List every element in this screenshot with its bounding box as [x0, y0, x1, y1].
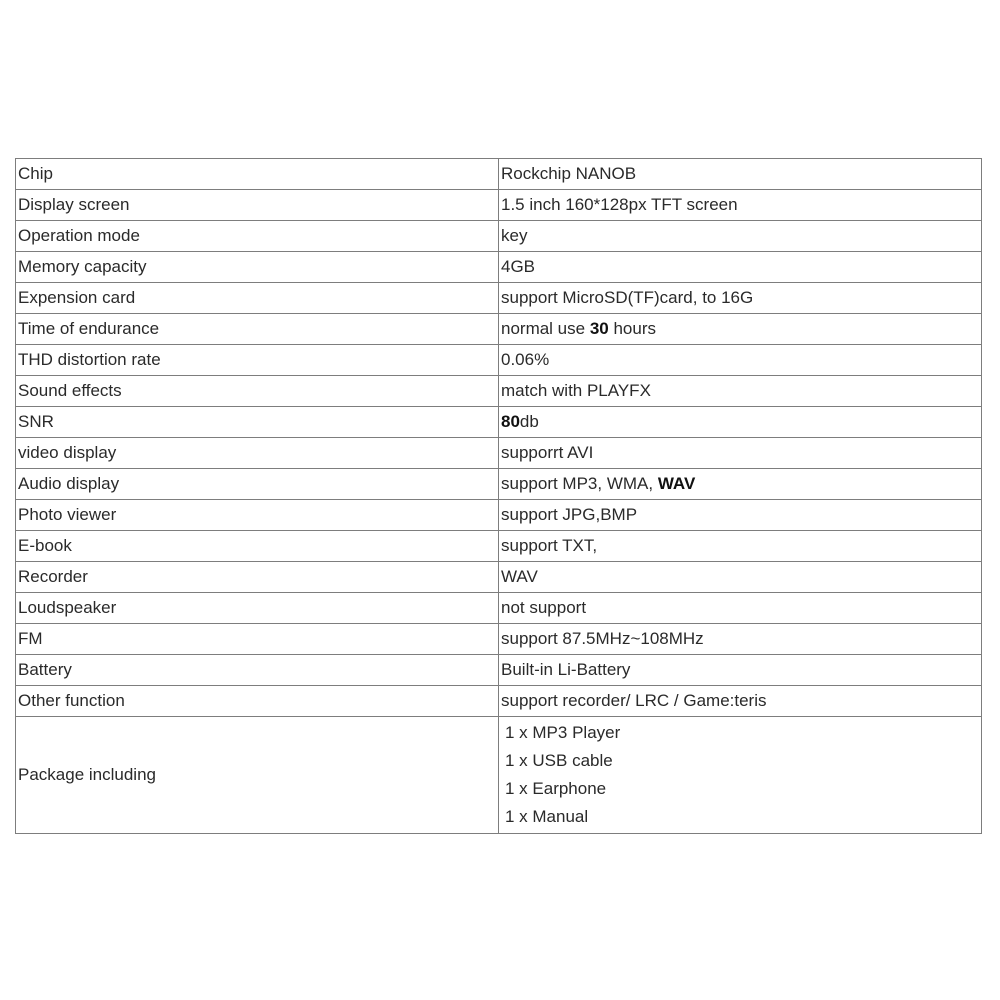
- spec-label-memory-capacity: Memory capacity: [16, 252, 499, 283]
- spec-value-prefix: support MP3, WMA,: [501, 474, 658, 493]
- spec-value-e-book: support TXT,: [499, 531, 982, 562]
- spec-value-time-of-endurance: [499, 314, 982, 345]
- table-row: [16, 717, 982, 834]
- spec-value-recorder: WAV: [499, 562, 982, 593]
- spec-label-display-screen: Display screen: [16, 190, 499, 221]
- spec-label-audio-display: Audio display: [16, 469, 499, 500]
- table-row: [16, 438, 982, 469]
- table-row: [16, 531, 982, 562]
- table-row: [16, 500, 982, 531]
- spec-label-loudspeaker: Loudspeaker: [16, 593, 499, 624]
- spec-value-chip: Rockchip NANOB: [499, 159, 982, 190]
- table-row: [16, 624, 982, 655]
- spec-label-package-including: Package including: [16, 717, 499, 834]
- spec-value-thd-distortion-rate: 0.06%: [499, 345, 982, 376]
- spec-value-prefix: normal use: [501, 319, 590, 338]
- spec-label-other-function: Other function: [16, 686, 499, 717]
- spec-value-sound-effects: match with PLAYFX: [499, 376, 982, 407]
- spec-label-expension-card: Expension card: [16, 283, 499, 314]
- package-item: 1 x USB cable: [505, 751, 613, 770]
- spec-value-video-display: supporrt AVI: [499, 438, 982, 469]
- spec-label-photo-viewer: Photo viewer: [16, 500, 499, 531]
- spec-value-photo-viewer: support JPG,BMP: [499, 500, 982, 531]
- spec-value-display-screen: 1.5 inch 160*128px TFT screen: [499, 190, 982, 221]
- table-row: [16, 407, 982, 438]
- table-row: [16, 221, 982, 252]
- spec-value-fm: support 87.5MHz~108MHz: [499, 624, 982, 655]
- spec-label-thd-distortion-rate: THD distortion rate: [16, 345, 499, 376]
- spec-value-expension-card: support MicroSD(TF)card, to 16G: [499, 283, 982, 314]
- spec-value-suffix: db: [519, 412, 539, 431]
- table-row: [16, 345, 982, 376]
- spec-value-snr: [499, 407, 982, 438]
- spec-label-e-book: E-book: [16, 531, 499, 562]
- table-row: [16, 593, 982, 624]
- table-row: [16, 469, 982, 500]
- spec-value-other-function: support recorder/ LRC / Game:teris: [499, 686, 982, 717]
- table-row: [16, 190, 982, 221]
- table-row: [16, 159, 982, 190]
- package-item: 1 x MP3 Player: [505, 723, 621, 742]
- spec-value-suffix: hours: [608, 319, 656, 338]
- table-row: [16, 562, 982, 593]
- table-row: [16, 314, 982, 345]
- spec-label-time-of-endurance: Time of endurance: [16, 314, 499, 345]
- table-row: [16, 283, 982, 314]
- spec-label-video-display: video display: [16, 438, 499, 469]
- spec-label-sound-effects: Sound effects: [16, 376, 499, 407]
- table-row: [16, 655, 982, 686]
- spec-value-emphasis: WAV: [657, 474, 696, 493]
- spec-label-battery: Battery: [16, 655, 499, 686]
- spec-value-battery: Built-in Li-Battery: [499, 655, 982, 686]
- spec-value-operation-mode: key: [499, 221, 982, 252]
- spec-label-fm: FM: [16, 624, 499, 655]
- package-item: 1 x Earphone: [505, 779, 607, 798]
- spec-value-package-including: [499, 717, 982, 834]
- spec-label-chip: Chip: [16, 159, 499, 190]
- spec-value-emphasis: 80: [501, 412, 520, 431]
- spec-label-snr: SNR: [16, 407, 499, 438]
- spec-value-audio-display: [499, 469, 982, 500]
- table-row: [16, 252, 982, 283]
- spec-label-recorder: Recorder: [16, 562, 499, 593]
- table-row: [16, 376, 982, 407]
- spec-table: [15, 158, 982, 834]
- spec-value-loudspeaker: not support: [499, 593, 982, 624]
- spec-label-operation-mode: Operation mode: [16, 221, 499, 252]
- table-row: [16, 686, 982, 717]
- package-item: 1 x Manual: [505, 807, 589, 826]
- spec-value-emphasis: 30: [589, 319, 609, 338]
- spec-value-memory-capacity: 4GB: [499, 252, 982, 283]
